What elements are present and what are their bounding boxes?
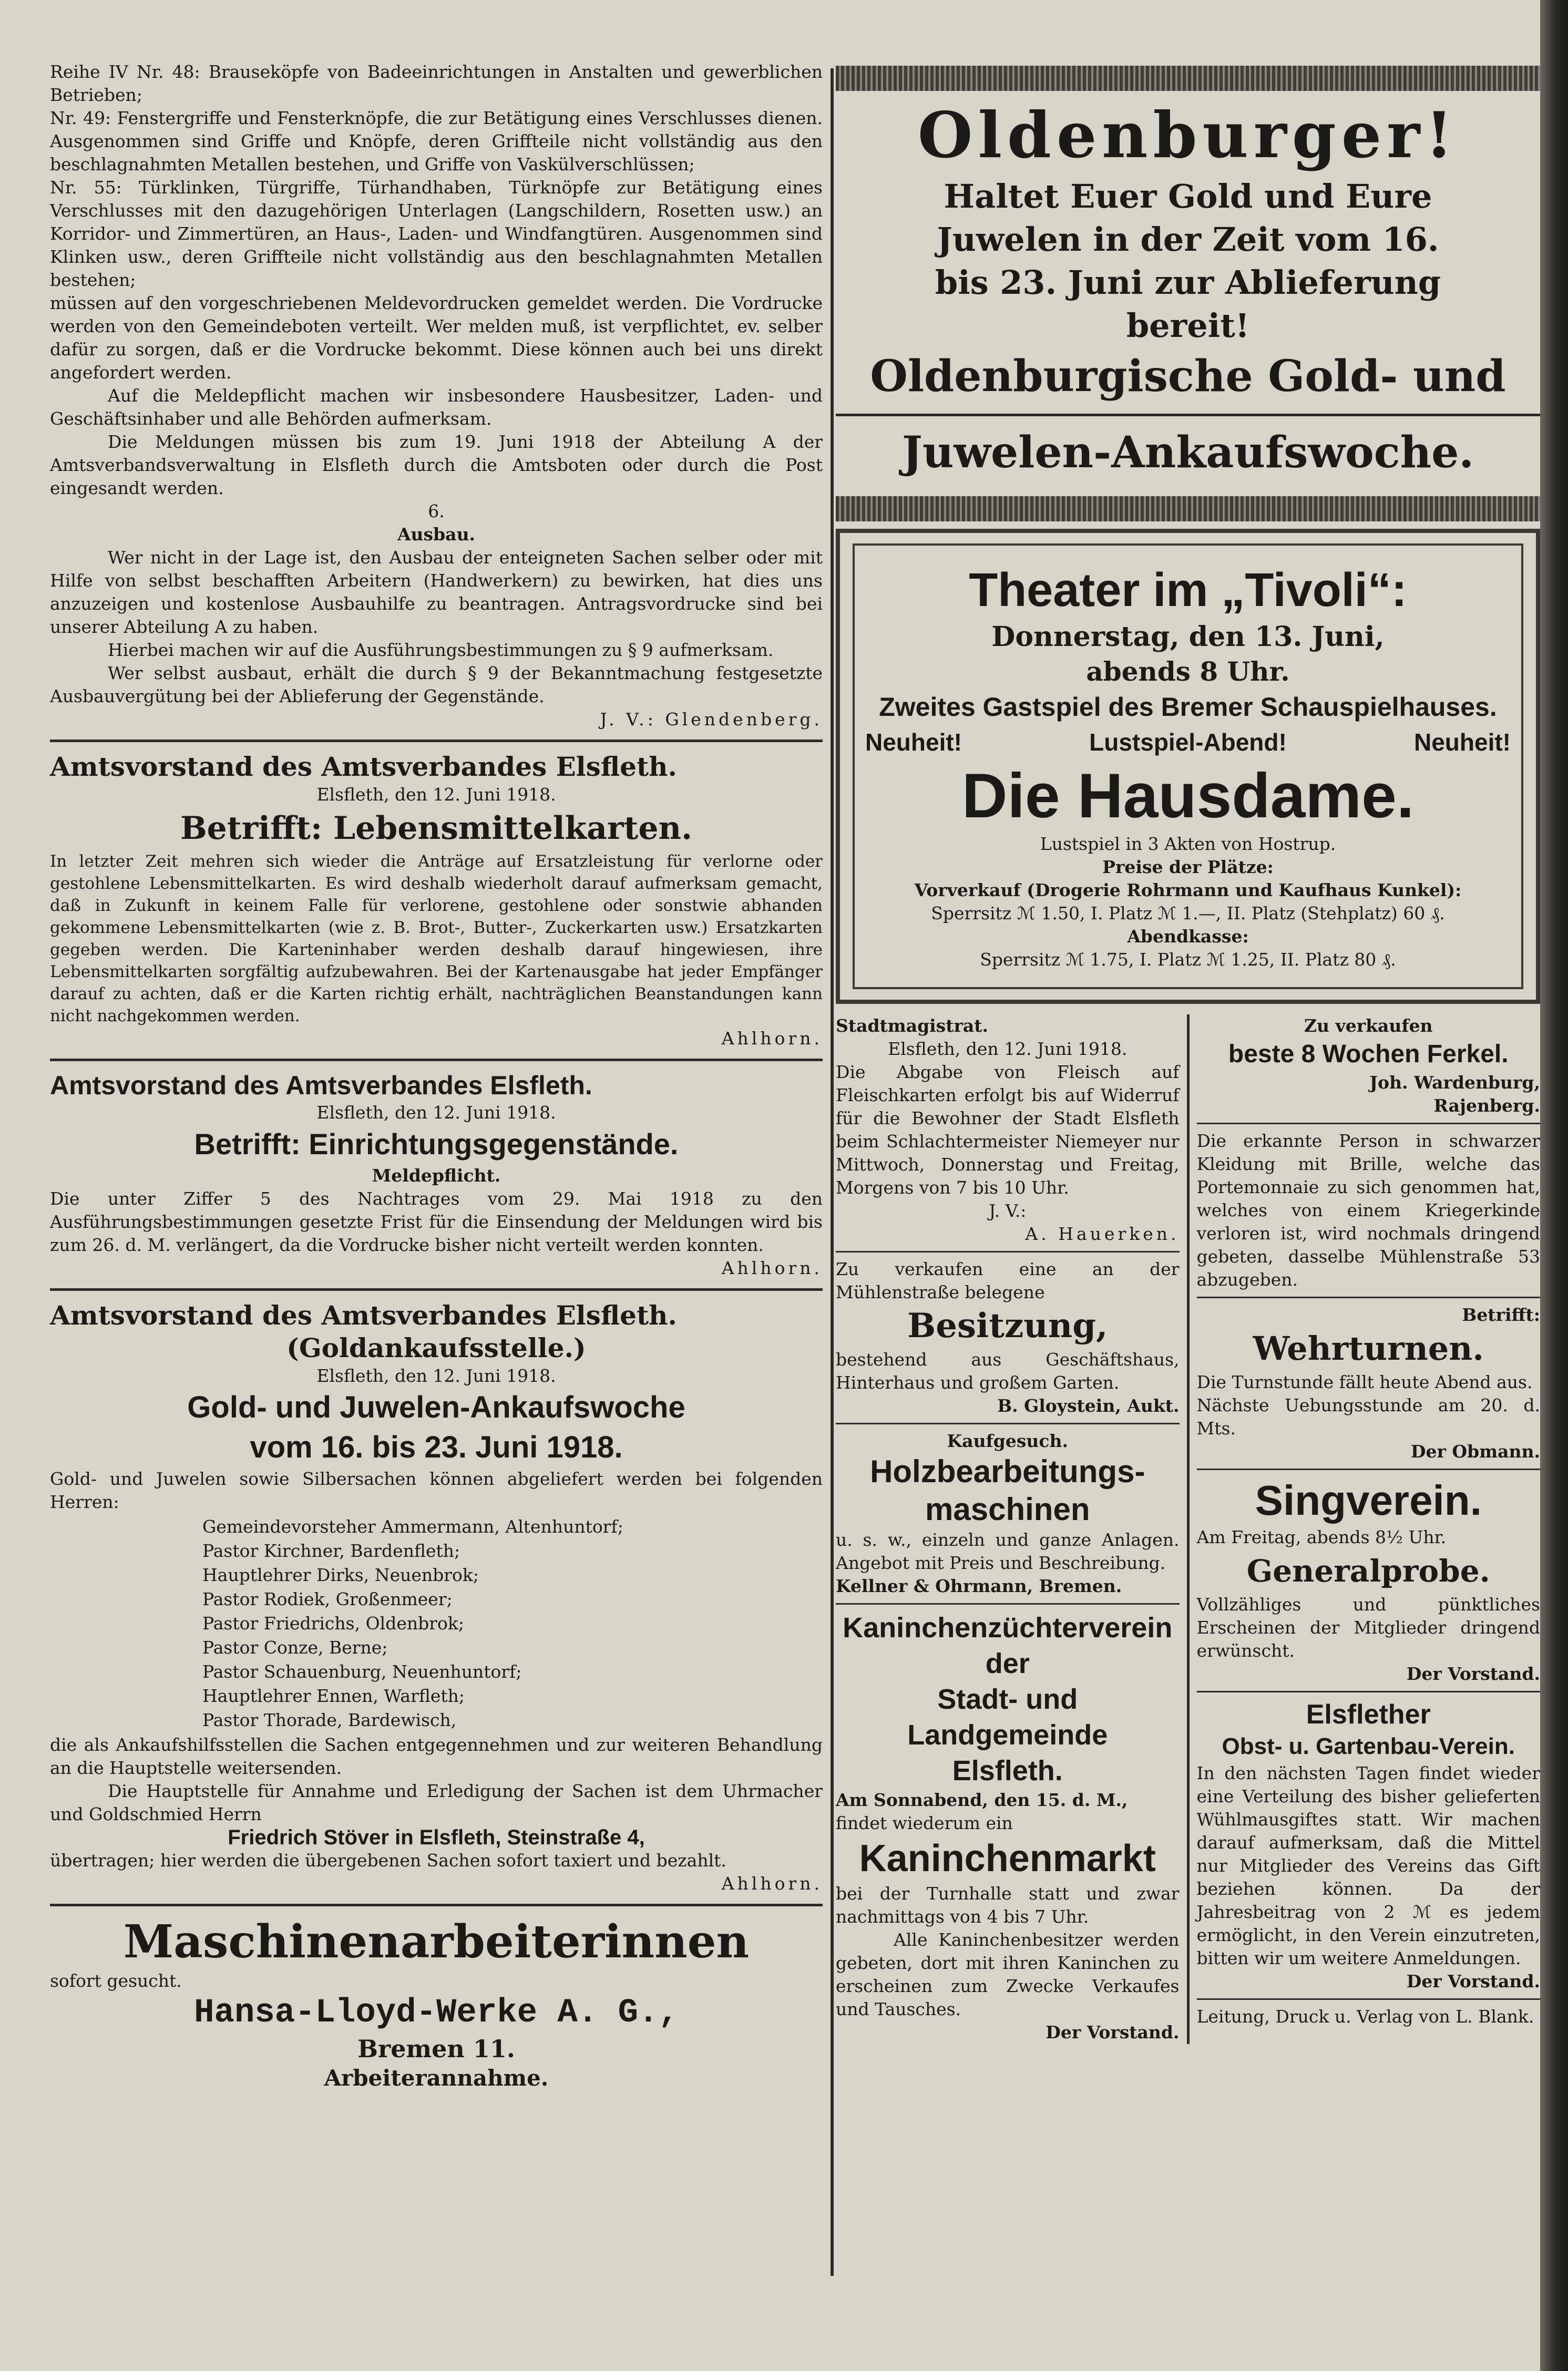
- footer-imprint: Leitung, Druck u. Verlag von L. Blank.: [1196, 2006, 1534, 2027]
- besitzung-signature: B. Gloystein, Aukt.: [997, 1395, 1180, 1416]
- page-edge-shadow: [1540, 0, 1568, 2371]
- novelty-left: Neuheit!: [865, 728, 962, 756]
- list-item: Hauptlehrer Ennen, Warfleth;: [202, 1686, 465, 1706]
- ad3-outro2: Die Hauptstelle für Annahme und Erledigung der Sachen ist dem Uhrmacher und Goldschmied Herrn: [50, 1781, 823, 1824]
- holz-title1: Holzbearbeitungs-: [870, 1454, 1145, 1489]
- section-para: Wer selbst ausbaut, erhält die durch § 9 der Bekanntmachung festgesetzte Ausbauvergütung bei der Ablieferung der Gegenstände.: [50, 663, 823, 706]
- divider: [1197, 1123, 1541, 1124]
- obst-title1: Elsflether: [1306, 1699, 1431, 1730]
- divider: [836, 1251, 1180, 1253]
- ad3-title1: Gold- und Juwelen-Ankaufswoche: [187, 1390, 685, 1424]
- ad3-header2: (Goldankaufsstelle.): [286, 1332, 586, 1363]
- signature: J. V.: Glendenberg.: [600, 709, 823, 730]
- ad3-title2: vom 16. bis 23. Juni 1918.: [250, 1430, 623, 1464]
- comedy-evening: Lustspiel-Abend!: [1089, 728, 1287, 756]
- list-item: Pastor Schauenburg, Neuenhuntorf;: [202, 1661, 522, 1682]
- intro-meldepflicht: Auf die Meldepflicht machen wir insbesondere Hausbesitzer, Laden- und Geschäftsinhaber und alle Behörden aufmerksam.: [50, 385, 823, 429]
- theater-novelty-row: [865, 725, 1511, 759]
- small-ads-grid: [836, 1014, 1540, 2044]
- ad2-date: Elsfleth, den 12. Juni 1918.: [316, 1102, 556, 1123]
- divider: [836, 1423, 1180, 1424]
- section-title: Ausbau.: [397, 524, 476, 545]
- theater-desc: Lustspiel in 3 Akten von Hostrup.: [1040, 834, 1336, 854]
- divider: [836, 1603, 1180, 1605]
- ferkel-title: beste 8 Wochen Ferkel.: [1228, 1040, 1509, 1068]
- ad3-outro1: die als Ankaufshilfsstellen die Sachen entgegennehmen und zur weiteren Behandlung an die Hauptstelle weitersenden.: [50, 1734, 823, 1778]
- kaninchen-title3: Elsfleth.: [952, 1755, 1063, 1787]
- stadt-date: Elsfleth, den 12. Juni 1918.: [888, 1039, 1128, 1059]
- ferkel-header: Zu verkaufen: [1304, 1015, 1433, 1036]
- ad3-people-list: [50, 1516, 823, 1731]
- section-number: 6.: [428, 501, 445, 521]
- ad4-title: Maschinenarbeiterinnen: [124, 1915, 749, 1968]
- ad1-body: In letzter Zeit mehren sich wieder die Anträge auf Ersatzleistung für verlorne oder gestohlene Lebensmittelkarten. Es wird deshalb wiederholt darauf aufmerksam gemacht, daß in Zukunft in keinem Falle für verlorene, gestohlene oder sonstwie abhanden gekommene Lebensmittelkarten (wie z. B. Brot-, Butter-, Zuckerkarten usw.) Ersatzkarten gegeben werden. Die Karteninhaber werden deshalb darauf hingewiesen, ihre Lebensmittelkarten sorgfältig aufzubewahren. Bei der Kartenausgabe hat jeder Empfänger darauf zu achten, daß er die Karten richtig erhält, nachträglichen Beanstandungen kann nicht nachgekommen werden.: [50, 852, 823, 1025]
- ad3-header: Amtsvorstand des Amtsverbandes Elsfleth.: [50, 1300, 677, 1331]
- besitzung-body: bestehend aus Geschäftshaus, Hinterhaus und großem Garten.: [836, 1349, 1180, 1393]
- besitzung-intro: Zu verkaufen eine an der Mühlenstraße belegene: [836, 1259, 1180, 1302]
- theater-vorverkauf: Vorverkauf (Drogerie Rohrmann und Kaufhaus Kunkel):: [914, 880, 1462, 900]
- divider: [1197, 1691, 1541, 1692]
- ad2-subtitle: Meldepflicht.: [372, 1165, 501, 1186]
- besitzung-title: Besitzung,: [907, 1306, 1108, 1346]
- ferkel-place: Rajenberg.: [1433, 1095, 1540, 1116]
- sing-date: Am Freitag, abends 8½ Uhr.: [1196, 1527, 1447, 1547]
- sing-title: Singverein.: [1255, 1477, 1482, 1524]
- ad2-signature: Ahlhorn.: [721, 1258, 823, 1278]
- list-item: Pastor Friedrichs, Oldenbrok;: [202, 1613, 464, 1634]
- lost-body: Die erkannte Person in schwarzer Kleidung mit Brille, welche das Portemonnaie zu sich genommen hat, welches von einem Kriegerkinde verloren ist, wird nochmals dringend gebeten, dasselbe Mühlenstraße 53 abzugeben.: [1196, 1131, 1540, 1290]
- decorative-bar: [836, 66, 1540, 91]
- theater-date: Donnerstag, den 13. Juni,: [991, 621, 1385, 653]
- section-para: Hierbei machen wir auf die Ausführungsbestimmungen zu § 9 aufmerksam.: [108, 640, 774, 660]
- ad3-signature: Ahlhorn.: [721, 1873, 823, 1894]
- ad1-title: Betrifft: Lebensmittelkarten.: [180, 810, 693, 847]
- list-item: Hauptlehrer Dirks, Neuenbrok;: [202, 1565, 479, 1585]
- holz-body: u. s. w., einzeln und ganze Anlagen. Angebot mit Preis und Beschreibung.: [836, 1530, 1180, 1573]
- kaninchen-body: bei der Turnhalle statt und zwar nachmittags von 4 bis 7 Uhr.: [836, 1883, 1180, 1927]
- theater-vv-prices: Sperrsitz ℳ 1.50, I. Platz ℳ 1.—, II. Platz (Stehplatz) 60 ₰.: [931, 903, 1445, 923]
- ad2-body: Die unter Ziffer 5 des Nachtrages vom 29. Mai 1918 zu den Ausführungsbestimmungen gesetzte Frist für die Einsendung der Meldungen wird bis zum 26. d. M. verlängert, da die Vordrucke bisher nicht verteilt werden konnten.: [50, 1188, 823, 1255]
- oldenburg-title: Oldenburger!: [917, 98, 1459, 172]
- holz-signature: Kellner & Ohrmann, Bremen.: [836, 1576, 1122, 1596]
- oldenburg-line4: bereit!: [1126, 306, 1250, 345]
- oldenburg-line1: Haltet Euer Gold und Eure: [944, 177, 1432, 215]
- small-ads-right: [1190, 1014, 1541, 2044]
- holz-title2: maschinen: [925, 1492, 1090, 1527]
- theater-ak-prices: Sperrsitz ℳ 1.75, I. Platz ℳ 1.25, II. Platz 80 ₰.: [980, 949, 1396, 970]
- ad1-date: Elsfleth, den 12. Juni 1918.: [316, 784, 556, 805]
- theater-title: Theater im „Tivoli“:: [969, 564, 1407, 617]
- intro-item-55: Nr. 55: Türklinken, Türgriffe, Türhandhaben, Türknöpfe zur Betätigung eines Verschlusses mit den dazugehörigen Unterlagen (Langschildern, Rosetten usw.) an Korridor- und Zimmertüren, an Haus-, Laden- und Windfangtüren. Ausgenommen sind Klinken usw., deren Griffteile nicht vollständig aus den beschlagnahmten Metallen bestehen;: [50, 177, 823, 290]
- ad1-header: Amtsvorstand des Amtsverbandes Elsfleth.: [50, 751, 677, 782]
- ad4-dept: Arbeiterannahme.: [324, 2065, 549, 2091]
- decorative-bar: [836, 496, 1540, 521]
- ad2-title: Betrifft: Einrichtungsgegenstände.: [194, 1127, 679, 1161]
- ad3-person: [50, 1826, 823, 1849]
- right-column: [836, 60, 1540, 2044]
- kaninchen-signature: Der Vorstand.: [1046, 2022, 1180, 2042]
- ad4-company: Hansa-Lloyd-Werke A. G.,: [194, 1994, 679, 2032]
- oldenburg-banner1: Oldenburgische Gold- und: [870, 351, 1506, 402]
- theater-guest: Zweites Gastspiel des Bremer Schauspielhauses.: [879, 692, 1497, 722]
- ad4-city: Bremen 11.: [357, 2035, 515, 2063]
- wehr-signature: Der Obmann.: [1410, 1441, 1540, 1462]
- ad3-person-text: Friedrich Stöver in Elsfleth, Steinstraße 4,: [228, 1826, 645, 1849]
- ad4-sub: sofort gesucht.: [50, 1970, 182, 1991]
- oldenburg-banner2: Juwelen-Ankaufswoche.: [902, 427, 1474, 478]
- wehr-title: Wehrturnen.: [1253, 1329, 1484, 1368]
- wehr-body2: Nächste Uebungsstunde am 20. d. Mts.: [1196, 1395, 1540, 1439]
- column-divider: [831, 68, 834, 2276]
- obst-title2: Obst- u. Gartenbau-Verein.: [1222, 1733, 1515, 1759]
- intro-item-49: Nr. 49: Fenstergriffe und Fensterknöpfe, die zur Betätigung eines Verschlusses dienen. Ausgenommen sind Griffe und Knöpfe, deren Griffteile nicht vollständig aus den beschlagnahmten Metallen bestehen, und Griffe von Vaskülverschlüssen;: [50, 108, 823, 175]
- ad3-intro: Gold- und Juwelen sowie Silbersachen können abgeliefert werden bei folgenden Herren:: [50, 1469, 823, 1512]
- list-item: Gemeindevorsteher Ammermann, Altenhuntorf;: [202, 1516, 623, 1537]
- list-item: Pastor Thorade, Bardewisch,: [202, 1710, 457, 1730]
- stadt-jv: J. V.:: [989, 1200, 1027, 1221]
- ad3-date: Elsfleth, den 12. Juni 1918.: [316, 1366, 556, 1386]
- section-para: Wer nicht in der Lage ist, den Ausbau der enteigneten Sachen selber oder mit Hilfe von selbst beschafften Arbeitern (Handwerkern) zu bewirken, hat dies uns anzuzeigen und kostenlose Ausbauhilfe zu beantragen. Antragsvordrucke sind bei unserer Abteilung A zu haben.: [50, 547, 823, 637]
- divider: [50, 1904, 823, 1906]
- left-column: [50, 60, 823, 2092]
- divider: [50, 1059, 823, 1061]
- intro-item-48: Reihe IV Nr. 48: Brauseköpfe von Badeeinrichtungen in Anstalten und gewerblichen Betrieben;: [50, 61, 823, 105]
- divider: [836, 414, 1540, 416]
- wehr-body: Die Turnstunde fällt heute Abend aus.: [1196, 1372, 1533, 1392]
- divider: [50, 740, 823, 742]
- kaninchen-title2: Stadt- und Landgemeinde: [907, 1684, 1108, 1751]
- stadt-body: Die Abgabe von Fleisch auf Fleischkarten erfolgt bis auf Widerruf für die Bewohner der Stadt Elsfleth beim Schlachtermeister Niemeyer nur Mittwoch, Donnerstag und Freitag, Morgens von 7 bis 10 Uhr.: [836, 1062, 1180, 1198]
- divider: [1197, 1469, 1541, 1470]
- theater-abendkasse: Abendkasse:: [1127, 926, 1249, 947]
- theater-prices-heading: Preise der Plätze:: [1102, 857, 1274, 877]
- divider: [50, 1288, 823, 1291]
- sing-sub: Generalprobe.: [1246, 1553, 1490, 1589]
- intro-deadline: Die Meldungen müssen bis zum 19. Juni 1918 der Abteilung A der Amtsverbandsverwaltung in Elsfleth durch die Amtsboten oder durch die Post eingesandt werden.: [50, 432, 823, 498]
- ad2-header: Amtsvorstand des Amtsverbandes Elsfleth.: [50, 1071, 592, 1100]
- small-ads-left: [836, 1014, 1190, 2044]
- intro-meldung: müssen auf den vorgeschriebenen Meldevordrucken gemeldet werden. Die Vordrucke werden von den Gemeindeboten verteilt. Wer melden muß, ist verpflichtet, ev. selber dafür zu sorgen, daß er die Vordrucke bekommt. Diese können auch bei uns direkt angefordert werden.: [50, 293, 823, 383]
- kaninchen-date2: findet wiederum ein: [836, 1813, 1013, 1833]
- ad1-signature: Ahlhorn.: [721, 1028, 823, 1049]
- divider: [1197, 1998, 1541, 2000]
- list-item: Pastor Kirchner, Bardenfleth;: [202, 1541, 460, 1561]
- obst-signature: Der Vorstand.: [1406, 1971, 1540, 1992]
- oldenburg-line2: Juwelen in der Zeit vom 16.: [937, 220, 1439, 259]
- sing-signature: Der Vorstand.: [1406, 1664, 1540, 1684]
- kaninchen-market: Kaninchenmarkt: [859, 1838, 1156, 1880]
- ferkel-name: Joh. Wardenburg,: [1369, 1072, 1540, 1093]
- list-item: Pastor Conze, Berne;: [202, 1637, 388, 1658]
- theater-time: abends 8 Uhr.: [1086, 656, 1290, 687]
- ad3-outro3: übertragen; hier werden die übergebenen Sachen sofort taxiert und bezahlt.: [50, 1850, 726, 1871]
- kaninchen-date: Am Sonnabend, den 15. d. M.,: [836, 1790, 1128, 1810]
- holz-header: Kaufgesuch.: [947, 1431, 1068, 1451]
- oldenburg-line3: bis 23. Juni zur Ablieferung: [935, 263, 1441, 302]
- wehr-header: Betrifft:: [1462, 1305, 1540, 1325]
- novelty-right: Neuheit!: [1413, 728, 1511, 756]
- kaninchen-body2: Alle Kaninchenbesitzer werden gebeten, dort mit ihren Kaninchen zu erscheinen zum Zwecke Verkaufes und Tausches.: [836, 1929, 1180, 2019]
- kaninchen-title1: Kaninchenzüchterverein der: [843, 1612, 1173, 1679]
- stadt-signature: A. Hauerken.: [1025, 1224, 1180, 1244]
- divider: [1197, 1297, 1541, 1298]
- obst-body: In den nächsten Tagen findet wieder eine Verteilung des bisher gelieferten Wühlmausgiftes statt. Wir machen darauf aufmerksam, daß die Mittel nur Mitglieder des Vereins das Gift beziehen können. Da der Jahresbeitrag von 2 ℳ es jedem ermöglicht, in den Verein einzutreten, bitten wir um weitere Anmeldungen.: [1196, 1763, 1540, 1968]
- sing-body: Vollzähliges und pünktliches Erscheinen der Mitglieder dringend erwünscht.: [1196, 1594, 1540, 1661]
- list-item: Pastor Rodiek, Großenmeer;: [202, 1589, 453, 1609]
- theater-play: Die Hausdame.: [961, 761, 1415, 831]
- theater-ad-inner: [853, 543, 1523, 989]
- theater-ad: [836, 529, 1540, 1004]
- stadt-header: Stadtmagistrat.: [836, 1015, 989, 1036]
